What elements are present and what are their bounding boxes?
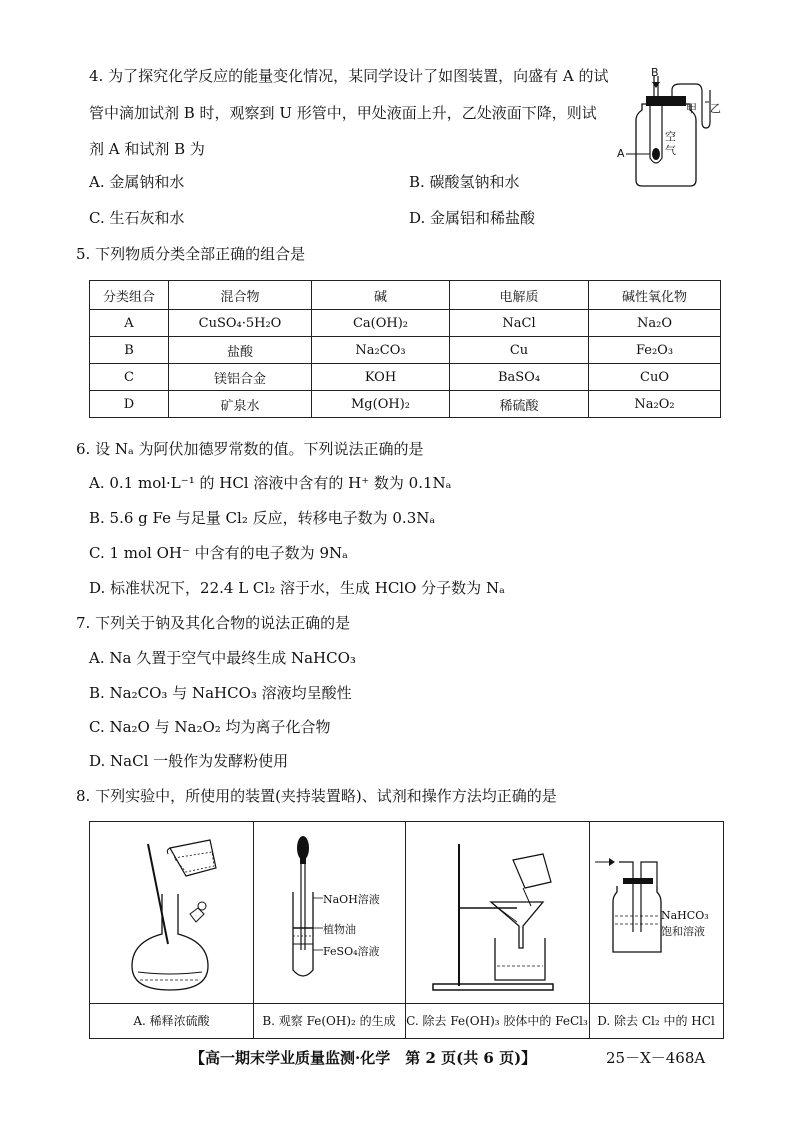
q6-option-c: C. 1 mol OH⁻ 中含有的电子数为 9Nₐ [89, 544, 348, 562]
table-cell: 盐酸 [169, 337, 312, 364]
q4-figure-label-yi: 乙 [710, 102, 721, 115]
gas-washing-bottle-icon [595, 852, 665, 962]
q7-option-c: C. Na₂O 与 Na₂O₂ 均为离子化合物 [89, 718, 331, 736]
table-header: 碱 [312, 281, 450, 310]
q7-stem: 7. 下列关于钠及其化合物的说法正确的是 [76, 614, 351, 632]
q4-line-1: 4. 为了探究化学反应的能量变化情况，某同学设计了如图装置，向盛有 A 的试 [89, 67, 609, 85]
q8-d-label-nahco3: NaHCO₃ [661, 909, 709, 922]
table-cell: 矿泉水 [169, 391, 312, 418]
table-cell: Cu [450, 337, 589, 364]
table-row [90, 391, 721, 418]
table-cell: Na₂CO₃ [312, 337, 450, 364]
volumetric-flask-icon [118, 834, 228, 994]
test-tube-dropper-icon [273, 832, 333, 982]
q8-label-c: C. 除去 Fe(OH)₃ 胶体中的 FeCl₃ [405, 1003, 589, 1038]
q5-stem: 5. 下列物质分类全部正确的组合是 [76, 245, 306, 263]
table-cell: Na₂O [589, 310, 721, 337]
q4-option-b: B. 碳酸氢钠和水 [409, 173, 520, 191]
table-header-row [90, 281, 721, 310]
q8-label-a: A. 稀释浓硫酸 [90, 1003, 253, 1038]
table-cell: C [90, 364, 169, 391]
q7-option-a: A. Na 久置于空气中最终生成 NaHCO₃ [89, 649, 356, 667]
table-cell: NaCl [450, 310, 589, 337]
q6-option-b: B. 5.6 g Fe 与足量 Cl₂ 反应，转移电子数为 0.3Nₐ [89, 509, 436, 527]
q8-experiment-figure [89, 821, 724, 1039]
table-cell: Mg(OH)₂ [312, 391, 450, 418]
q8-label-d: D. 除去 Cl₂ 中的 HCl [589, 1003, 723, 1038]
table-row [90, 310, 721, 337]
q8-cell-c [405, 822, 590, 1038]
table-row [90, 364, 721, 391]
q8-cell-b [253, 822, 406, 1038]
footer-title: 【高一期末学业质量监测·化学 第 2 页(共 6 页)】 [190, 1049, 537, 1067]
table-cell: 稀硫酸 [450, 391, 589, 418]
q8-stem: 8. 下列实验中，所使用的装置(夹持装置略)、试剂和操作方法均正确的是 [76, 787, 557, 805]
q8-cell-a [90, 822, 254, 1038]
table-cell: 镁铝合金 [169, 364, 312, 391]
table-cell: Fe₂O₃ [589, 337, 721, 364]
table-cell: A [90, 310, 169, 337]
q4-figure-label-jia: 甲 [686, 102, 697, 115]
q8-label-b: B. 观察 Fe(OH)₂ 的生成 [253, 1003, 405, 1038]
q7-option-b: B. Na₂CO₃ 与 NaHCO₃ 溶液均呈酸性 [89, 684, 352, 702]
table-cell: B [90, 337, 169, 364]
q4-option-a: A. 金属钠和水 [89, 173, 185, 191]
footer-code: 25－X－468A [606, 1049, 706, 1067]
table-row [90, 337, 721, 364]
q8-d-label-saturated: 饱和溶液 [661, 925, 705, 938]
table-header: 混合物 [169, 281, 312, 310]
q4-figure-label-b: B [651, 66, 659, 79]
q4-figure-label-air-1: 空 [665, 130, 676, 143]
table-cell: Ca(OH)₂ [312, 310, 450, 337]
table-cell: BaSO₄ [450, 364, 589, 391]
q4-option-c: C. 生石灰和水 [89, 209, 185, 227]
table-header: 分类组合 [90, 281, 169, 310]
q4-line-2: 管中滴加试剂 B 时，观察到 U 形管中，甲处液面上升，乙处液面下降，则试 [89, 104, 597, 122]
table-cell: KOH [312, 364, 450, 391]
q8-cell-d [589, 822, 723, 1038]
table-header: 电解质 [450, 281, 589, 310]
table-cell: Na₂O₂ [589, 391, 721, 418]
q5-classification-table [89, 280, 721, 418]
q6-option-a: A. 0.1 mol·L⁻¹ 的 HCl 溶液中含有的 H⁺ 数为 0.1Nₐ [89, 474, 452, 492]
q6-option-d: D. 标准状况下，22.4 L Cl₂ 溶于水，生成 HClO 分子数为 Nₐ [89, 579, 505, 597]
q4-option-d: D. 金属铝和稀盐酸 [409, 209, 536, 227]
q4-figure-label-air-2: 气 [665, 144, 676, 157]
q4-figure-label-a: A [617, 147, 625, 160]
q6-stem: 6. 设 Nₐ 为阿伏加德罗常数的值。下列说法正确的是 [76, 440, 424, 458]
table-cell: D [90, 391, 169, 418]
q8-b-label-naoh: NaOH溶液 [323, 893, 380, 906]
q4-apparatus-figure [610, 62, 720, 192]
table-cell: CuO [589, 364, 721, 391]
q8-b-label-oil: 植物油 [323, 923, 356, 936]
q8-b-label-feso4: FeSO₄溶液 [323, 945, 380, 958]
q7-option-d: D. NaCl 一般作为发酵粉使用 [89, 752, 289, 770]
filtration-setup-icon [419, 830, 579, 998]
q4-line-3: 剂 A 和试剂 B 为 [89, 140, 205, 158]
table-header: 碱性氧化物 [589, 281, 721, 310]
table-cell: CuSO₄·5H₂O [169, 310, 312, 337]
